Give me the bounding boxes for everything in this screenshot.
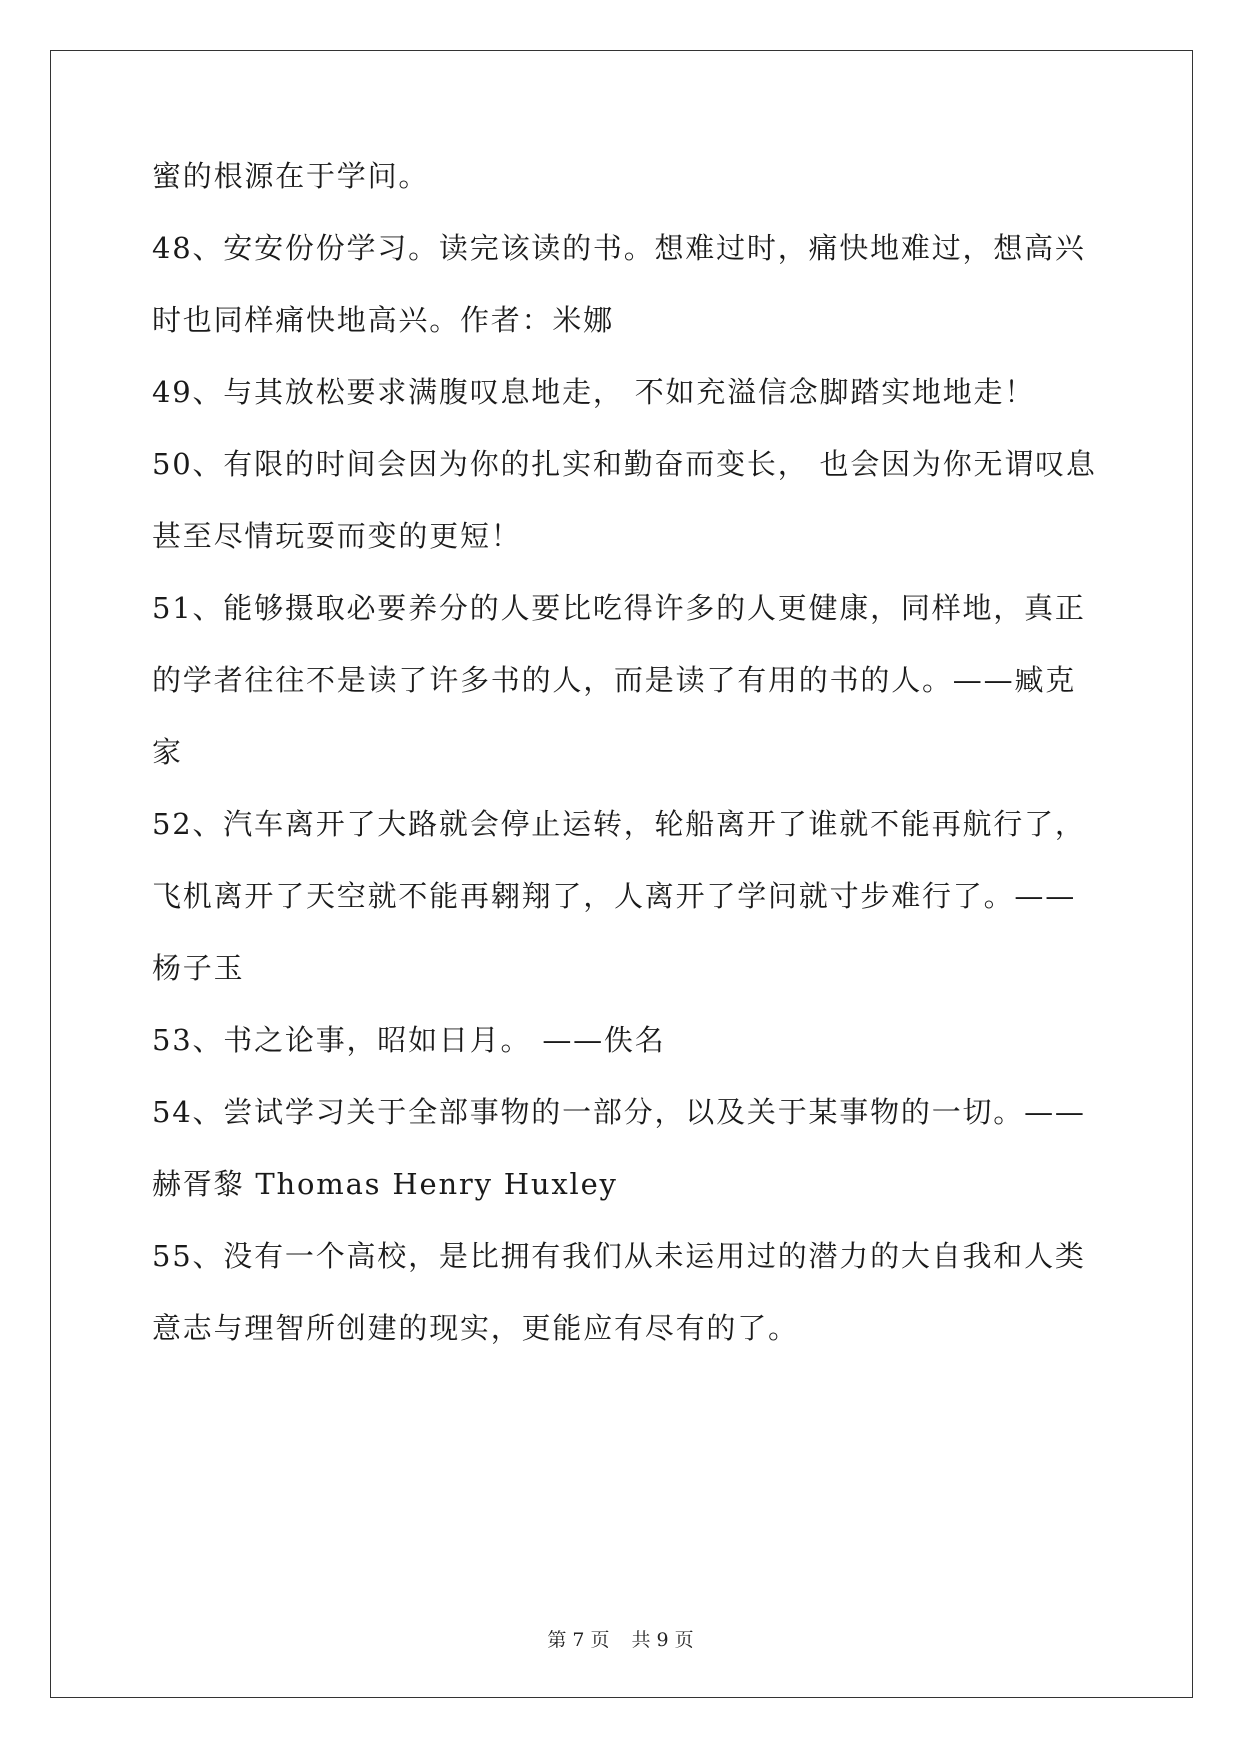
text-line: 50、有限的时间会因为你的扎实和勤奋而变长， 也会因为你无谓叹息 [152,447,1097,481]
text-line: 甚至尽情玩耍而变的更短！ [152,519,522,553]
text-line: 55、没有一个高校，是比拥有我们从未运用过的潜力的大自我和人类 [152,1239,1086,1273]
page-number: 第 7 页 [547,1629,610,1651]
text-line: 53、书之论事，昭如日月。 ——佚名 [152,1023,666,1057]
text-line: 49、与其放松要求满腹叹息地走， 不如充溢信念脚踏实地地走！ [152,375,1036,409]
text-line: 的学者往往不是读了许多书的人，而是读了有用的书的人。——臧克 [152,663,1077,697]
text-line: 51、能够摄取必要养分的人要比吃得许多的人更健康，同样地，真正 [152,591,1086,625]
page-total: 共 9 页 [631,1629,694,1651]
text-line: 52、汽车离开了大路就会停止运转，轮船离开了谁就不能再航行了， [152,807,1086,841]
text-line: 54、尝试学习关于全部事物的一部分，以及关于某事物的一切。—— [152,1095,1086,1129]
text-line: 赫胥黎 Thomas Henry Huxley [152,1167,618,1201]
text-line: 时也同样痛快地高兴。作者：米娜 [152,303,615,337]
page-footer [0,1628,1241,1652]
text-line: 飞机离开了天空就不能再翱翔了，人离开了学问就寸步难行了。—— [152,879,1077,913]
text-line: 杨子玉 [152,951,245,985]
text-line: 蜜的根源在于学问。 [152,159,430,193]
text-line: 48、安安份份学习。读完该读的书。想难过时，痛快地难过，想高兴 [152,231,1086,265]
text-line: 意志与理智所创建的现实，更能应有尽有的了。 [152,1311,799,1345]
text-line: 家 [152,735,183,769]
page-border [50,50,1193,1698]
